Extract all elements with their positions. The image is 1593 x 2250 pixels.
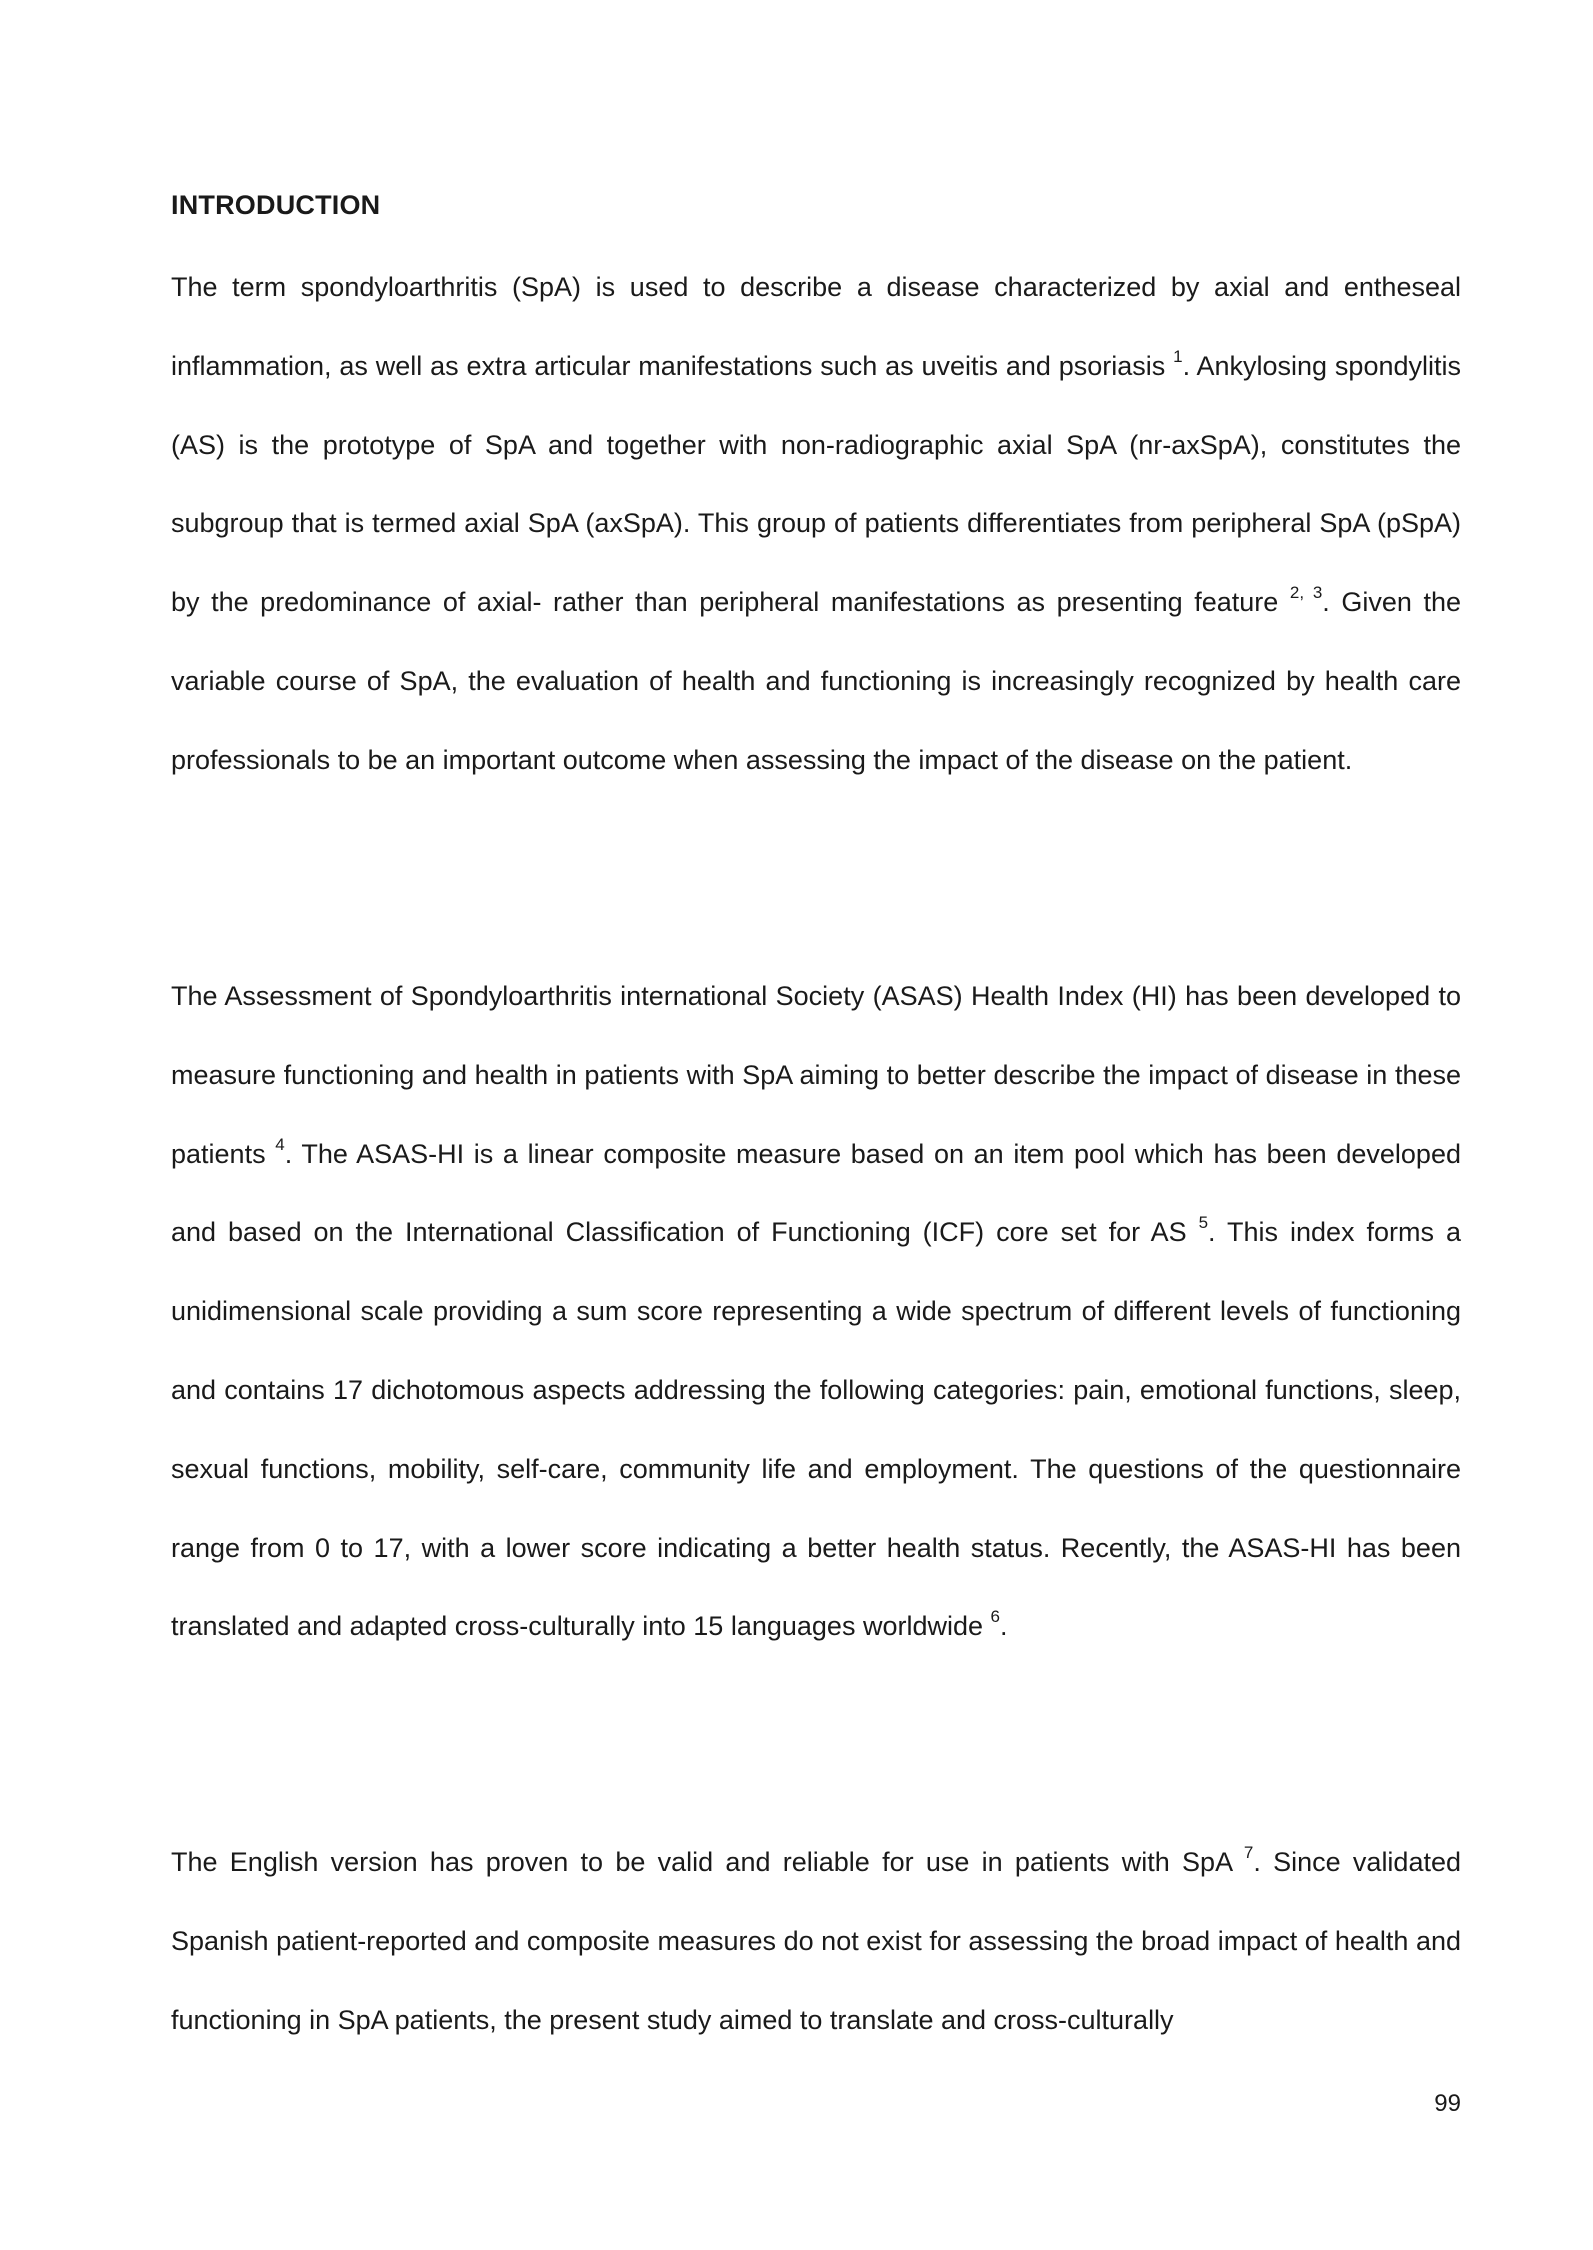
- section-heading: INTRODUCTION: [171, 190, 381, 220]
- paragraph-text: . The ASAS-HI is a linear composite measure based on an item pool which has been developed and based on the International Classification of Functioning (ICF) core set for AS: [171, 1138, 1461, 1248]
- paragraph-2: [171, 957, 1461, 1666]
- paragraph-text: The English version has proven to be valid and reliable for use in patients with SpA: [171, 1847, 1244, 1877]
- paragraph-text: . Since validated Spanish patient-reported and composite measures do not exist for assessing the broad impact of health and functioning in SpA patients, the present study aimed to translate and cross-culturally: [171, 1847, 1462, 2035]
- citation-superscript: 6: [990, 1607, 1000, 1627]
- paragraph-text: . Ankylosing spondylitis (AS) is the prototype of SpA and together with non-radiographic axial SpA (nr-axSpA), constitutes the subgroup that is termed axial SpA (axSpA). This group of patients differentiates from peripheral SpA (pSpA) by the predominance of axial- rather than peripheral manifestations as presenting feature: [171, 350, 1461, 618]
- citation-superscript: 4: [275, 1134, 285, 1154]
- paragraph-3: [171, 1823, 1461, 2059]
- citation-superscript: 7: [1243, 1843, 1254, 1862]
- page-number: 99: [1434, 2090, 1461, 2117]
- citation-superscript: 2, 3: [1289, 583, 1323, 603]
- paragraph-text: .: [999, 1611, 1008, 1642]
- paragraph-1: [171, 248, 1461, 800]
- paragraph-text: The term spondyloarthritis (SpA) is used to describe a disease characterized by axial and entheseal inflammation, as well as extra articular manifestations such as uveitis and psoriasis: [171, 272, 1461, 381]
- citation-superscript: 1: [1173, 346, 1183, 366]
- paragraph-text: . Given the variable course of SpA, the evaluation of health and functioning is increasingly recognized by health care professionals to be an important outcome when assessing the impact of the disease on the patient.: [171, 587, 1461, 775]
- citation-superscript: 5: [1198, 1213, 1209, 1233]
- paragraph-text: . This index forms a unidimensional scale providing a sum score representing a wide spectrum of different levels of functioning and contains 17 dichotomous aspects addressing the following categories: pain, emotional functions, sleep, sexual functions, mobility, self-care, community life and employment. The questions of the questionnaire range from 0 to 17, with a lower score indicating a better health status. Recently, the ASAS-HI has been translated and adapted cross-culturally into 15 languages worldwide: [171, 1217, 1461, 1642]
- paragraph-text: The Assessment of Spondyloarthritis international Society (ASAS) Health Index (HI) has been developed to measure functioning and health in patients with SpA aiming to better describe the impact of disease in these patients: [171, 981, 1461, 1169]
